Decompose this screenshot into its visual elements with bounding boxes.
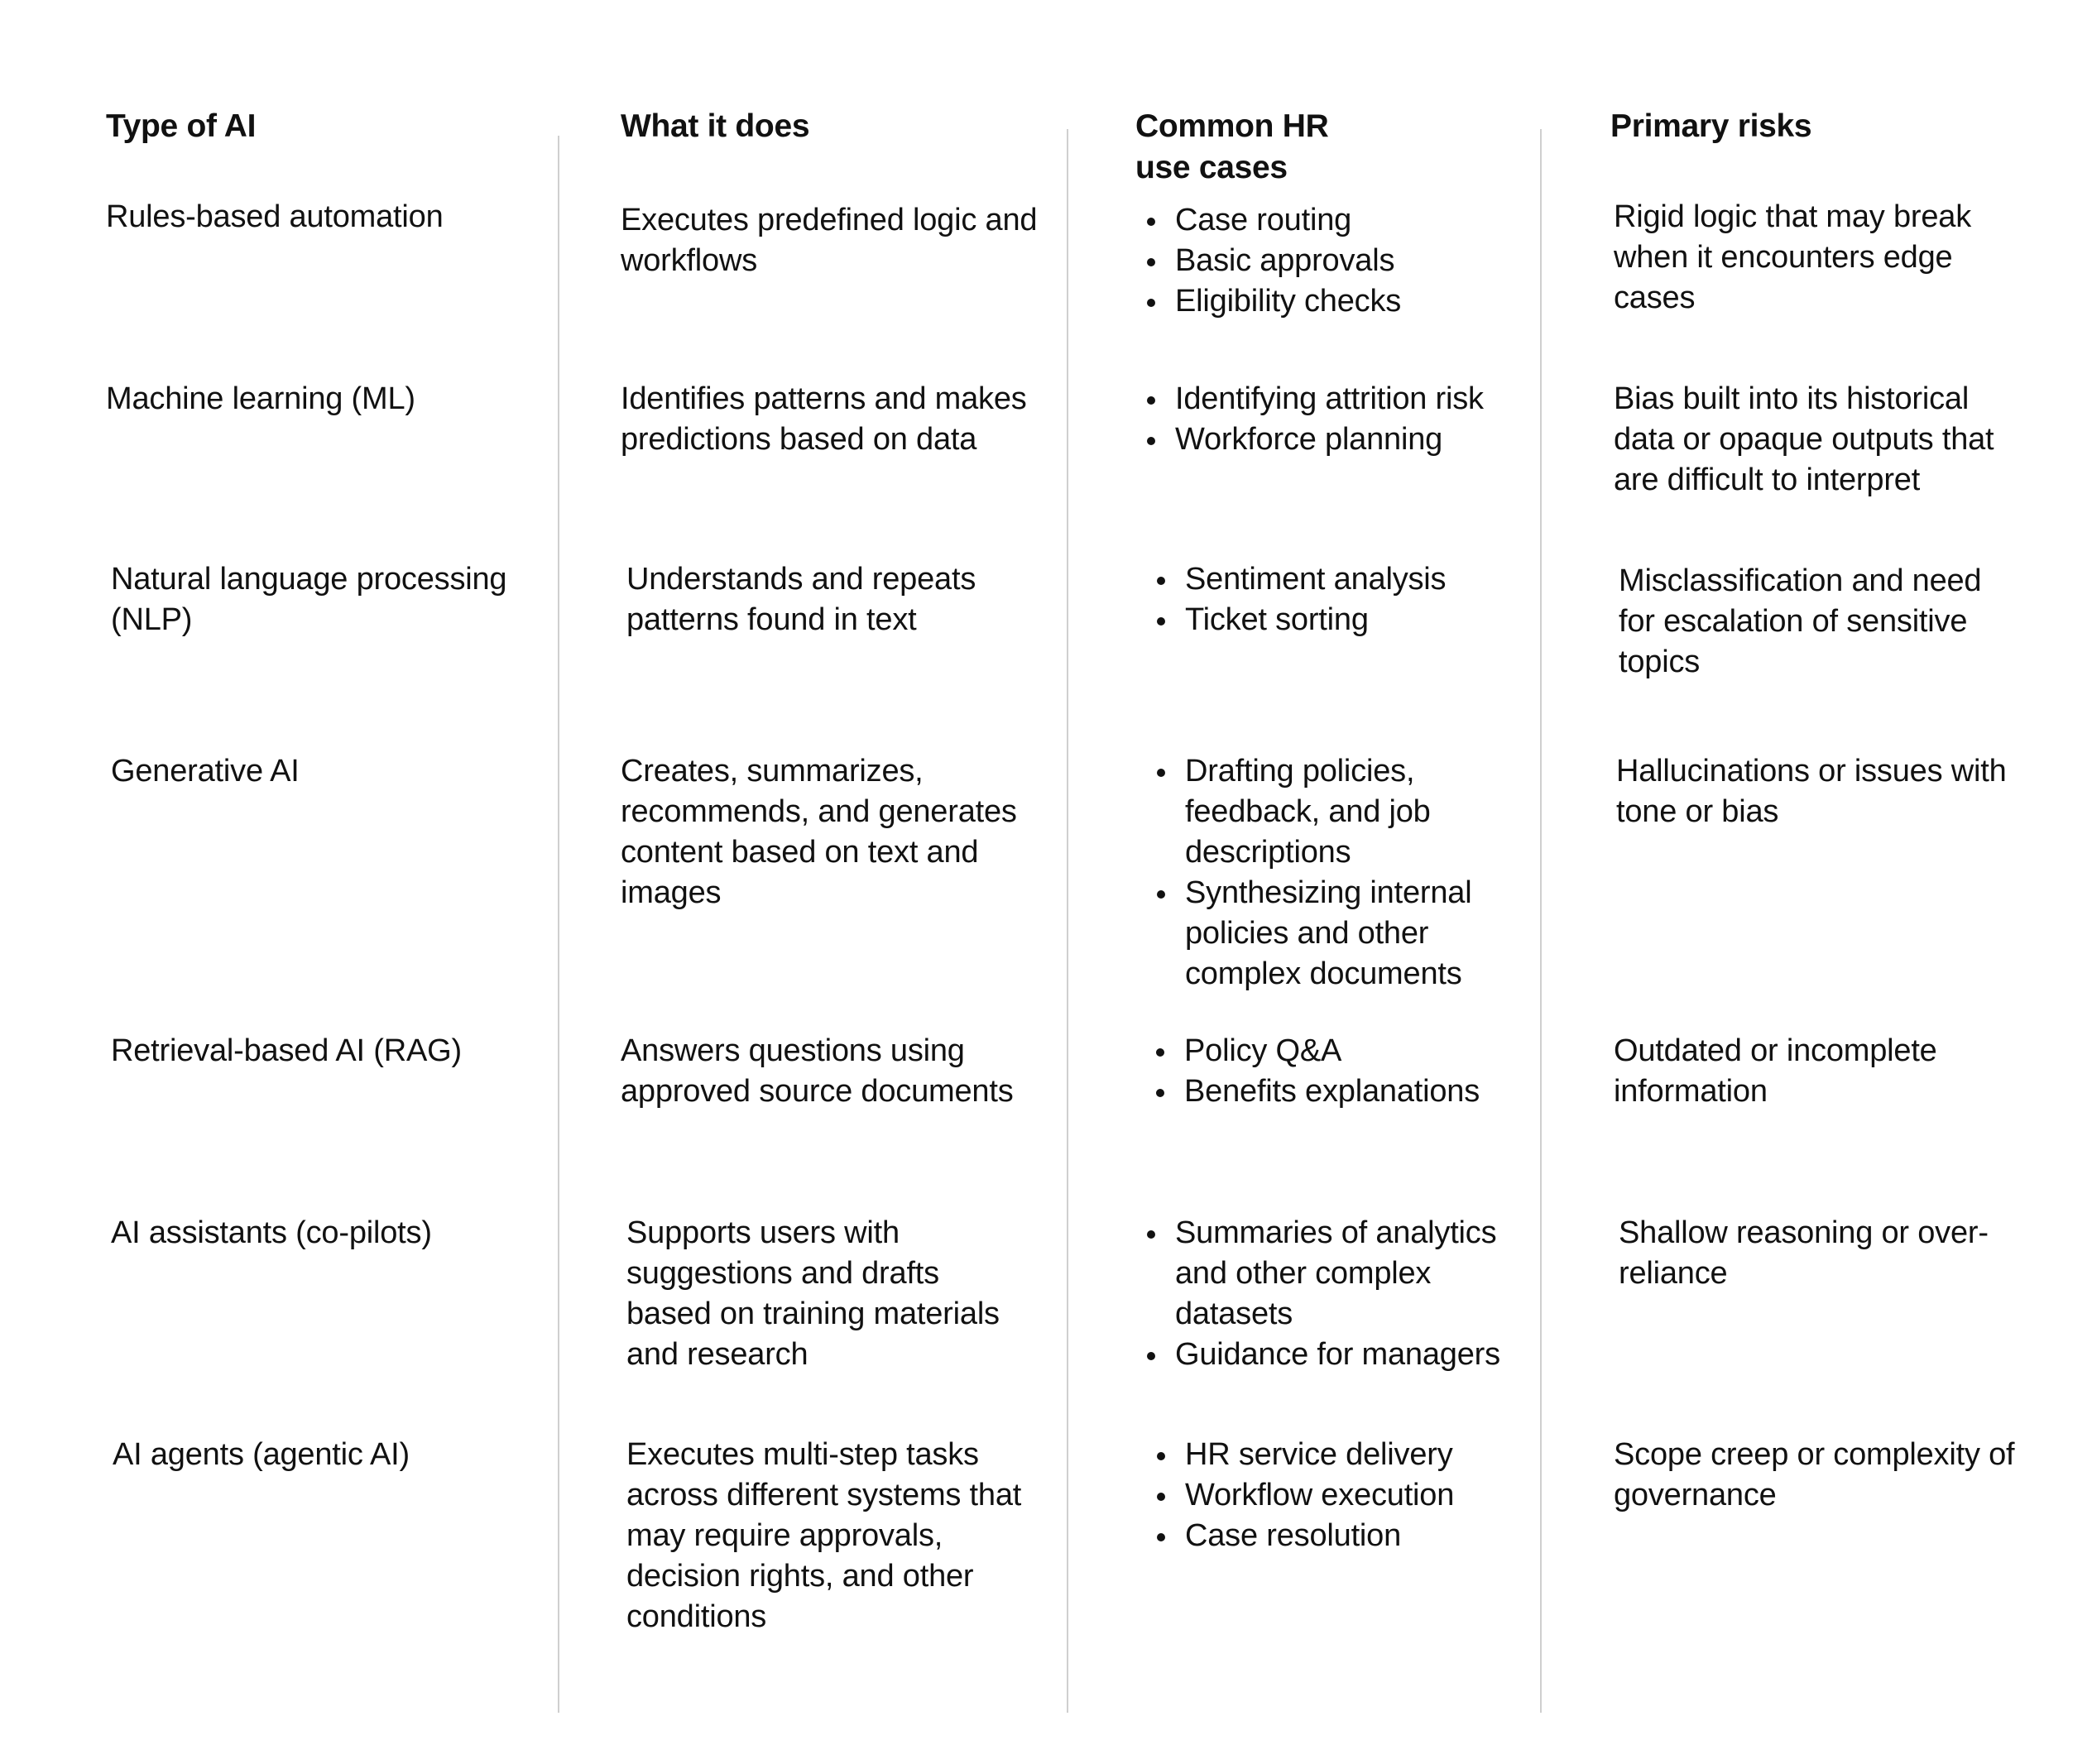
use-case-item: Eligibility checks <box>1135 281 1549 322</box>
use-case-item: HR service delivery <box>1145 1435 1559 1475</box>
use-case-item: Synthesizing internal policies and other complex documents <box>1145 873 1501 995</box>
row-what-cell: Understands and repeats patterns found in text <box>626 562 976 637</box>
header-line: use cases <box>1135 150 1288 185</box>
row-risks-cell: Outdated or incomplete information <box>1614 1033 1937 1109</box>
row-risks-cell: Rigid logic that may break when it encounters edge cases <box>1614 199 1972 315</box>
use-case-item: Policy Q&A <box>1144 1031 1558 1071</box>
row-type-cell: AI agents (agentic AI) <box>113 1437 410 1472</box>
row-what-cell: Executes multi-step tasks across different systems that may require approvals, decision rights, and other conditions <box>626 1437 1022 1634</box>
use-case-item: Case routing <box>1135 200 1549 241</box>
use-case-item: Drafting policies, feedback, and job descriptions <box>1145 751 1501 873</box>
row-risks-cell: Hallucinations or issues with tone or bias <box>1616 754 2007 829</box>
row-type-cell: Rules-based automation <box>106 199 444 234</box>
row-type-cell: Retrieval-based AI (RAG) <box>111 1033 462 1068</box>
row-type-cell: Machine learning (ML) <box>106 381 415 416</box>
row-risks-cell: Shallow reasoning or over-reliance <box>1619 1215 1989 1291</box>
use-case-item: Case resolution <box>1145 1516 1559 1556</box>
row-uses-list <box>1145 1435 1559 1556</box>
header-primary-risks: Primary risks <box>1610 108 1812 144</box>
use-case-item: Basic approvals <box>1135 241 1549 281</box>
row-what-cell: Answers questions using approved source documents <box>621 1033 1014 1109</box>
row-type-cell: AI assistants (co-pilots) <box>111 1215 432 1250</box>
header-type-of-ai: Type of AI <box>106 108 257 144</box>
column-divider <box>558 136 559 1713</box>
header-what-it-does: What it does <box>621 108 810 144</box>
row-what-cell: Identifies patterns and makes predictions based on data <box>621 381 1027 457</box>
row-what-cell: Supports users with suggestions and drafts based on training materials and research <box>626 1215 1000 1372</box>
row-what-cell: Executes predefined logic and workflows <box>621 203 1038 278</box>
header-line: Common HR <box>1135 108 1329 144</box>
column-divider <box>1067 129 1068 1713</box>
row-risks-cell: Bias built into its historical data or opaque outputs that are difficult to interpret <box>1614 381 1994 497</box>
row-type-cell: Natural language processing (NLP) <box>111 562 507 637</box>
use-case-item: Summaries of analytics and other complex datasets <box>1135 1213 1524 1335</box>
row-risks-cell: Misclassification and need for escalation of sensitive topics <box>1619 563 1982 679</box>
use-case-item: Sentiment analysis <box>1145 559 1559 600</box>
row-uses-list <box>1135 379 1566 460</box>
use-case-item: Guidance for managers <box>1135 1335 1524 1375</box>
row-uses-list <box>1145 751 1501 995</box>
row-uses-list <box>1144 1031 1558 1112</box>
row-risks-cell: Scope creep or complexity of governance <box>1614 1437 2015 1512</box>
use-case-item: Workflow execution <box>1145 1475 1559 1516</box>
use-case-item: Benefits explanations <box>1144 1071 1558 1112</box>
row-uses-list <box>1135 200 1549 322</box>
row-type-cell: Generative AI <box>111 754 300 789</box>
row-uses-list <box>1135 1213 1524 1375</box>
header-common-hr-use-cases <box>1135 106 1549 189</box>
use-case-item: Ticket sorting <box>1145 600 1559 640</box>
row-what-cell: Creates, summarizes, recommends, and generates content based on text and images <box>621 754 1017 910</box>
use-case-item: Workforce planning <box>1135 419 1566 460</box>
row-uses-list <box>1145 559 1559 640</box>
use-case-item: Identifying attrition risk <box>1135 379 1566 419</box>
